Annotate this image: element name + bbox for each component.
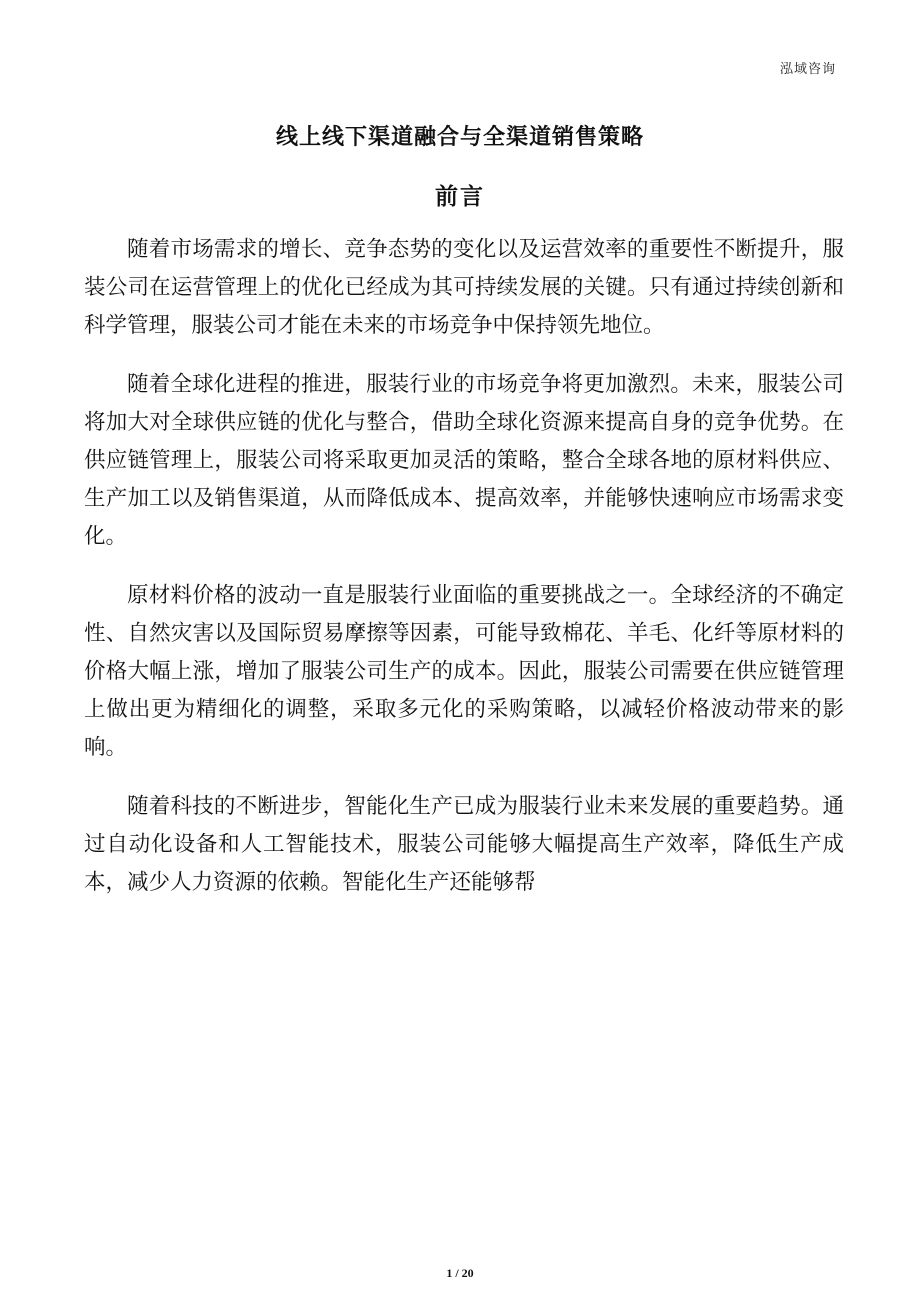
paragraph: 随着全球化进程的推进，服装行业的市场竞争将更加激烈。未来，服装公司将加大对全球供应链的优化与整合，借助全球化资源来提高自身的竞争优势。在供应链管理上，服装公司将采取更加灵活的策略，整合全球各地的原材料供应、生产加工以及销售渠道，从而降低成本、提高效率，并能够快速响应市场需求变化。	[84, 372, 844, 549]
header-organization: 泓域咨询	[779, 62, 836, 77]
paragraph: 随着市场需求的增长、竞争态势的变化以及运营效率的重要性不断提升，服装公司在运营管理上的优化已经成为其可持续发展的关键。只有通过持续创新和科学管理，服装公司才能在未来的市场竞争中保持领先地位。	[84, 237, 844, 338]
paragraph: 原材料价格的波动一直是服装行业面临的重要挑战之一。全球经济的不确定性、自然灾害以及国际贸易摩擦等因素，可能导致棉花、羊毛、化纤等原材料的价格大幅上涨，增加了服装公司生产的成本。因此，服装公司需要在供应链管理上做出更为精细化的调整，采取多元化的采购策略，以减轻价格波动带来的影响。	[84, 583, 844, 760]
body-text	[84, 231, 844, 923]
paragraph: 随着科技的不断进步，智能化生产已成为服装行业未来发展的重要趋势。通过自动化设备和人工智能技术，服装公司能够大幅提高生产效率，降低生产成本，减少人力资源的依赖。智能化生产还能够帮	[84, 794, 844, 895]
document-title: 线上线下渠道融合与全渠道销售策略	[275, 125, 644, 150]
page-number: 1 / 20	[446, 1266, 474, 1280]
section-heading: 前言	[435, 184, 485, 210]
